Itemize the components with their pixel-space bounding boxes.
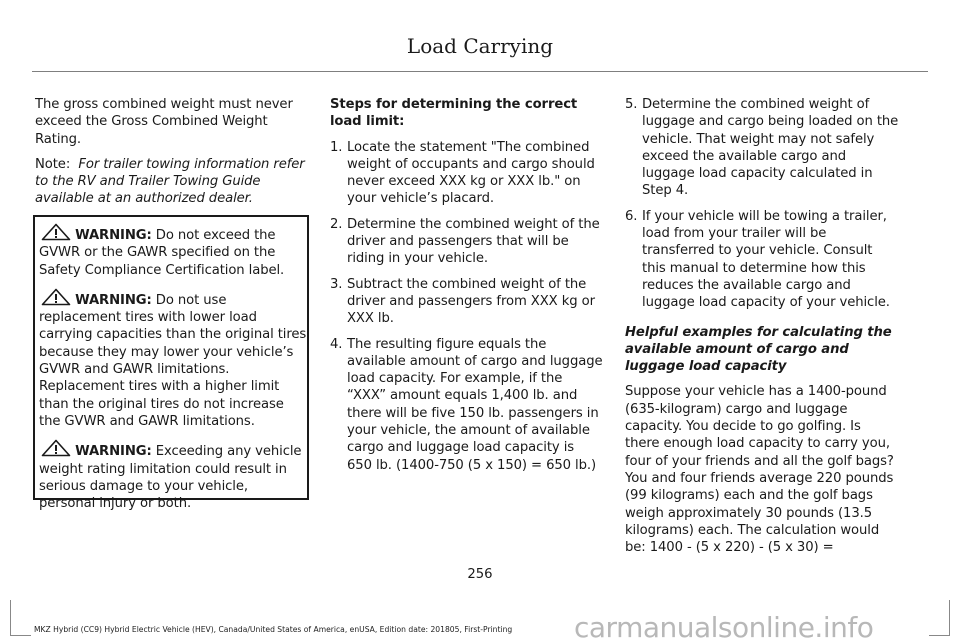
step-text: If your vehicle will be towing a trailer, load from your trailer will be transferred to your vehicle. Consult this manual to determine how this reduces the available cargo and luggage load capacity of your vehicle. [642, 208, 890, 311]
warning-2 [39, 288, 307, 430]
step-text: Locate the statement "The combined weight of occupants and cargo should never exceed XXX kg or XXX lb." on your vehicle’s placard. [347, 139, 595, 207]
warning-triangle-icon [41, 439, 71, 457]
page-title: Load Carrying [406, 34, 554, 58]
steps-heading: Steps for determining the correct load limit: [330, 97, 578, 130]
crop-mark-right [929, 600, 950, 636]
step-number: 4. [330, 336, 343, 352]
edition-info: MKZ Hybrid (CC9) Hybrid Electric Vehicle (HEV), Canada/United States of America, enUSA, Edition date: 201805, First-Printing [34, 625, 513, 634]
note-paragraph [35, 156, 307, 208]
list-item [330, 276, 603, 328]
examples-paragraph: Suppose your vehicle has a 1400-pound (635-kilogram) cargo and luggage capacity. You decide to go golfing. Is there enough load capacity to carry you, four of your friends and all the golf bags? You and four friends average 220 pounds (99 kilograms) each and the golf bags weigh approximately 30 pounds (13.5 kilograms) each. The calculation would be: 1400 - (5 x 220) - (5 x 30) = [625, 384, 894, 556]
step-number: 3. [330, 276, 343, 292]
page-number: 256 [467, 567, 493, 582]
steps-list [330, 139, 603, 474]
step-number: 5. [625, 97, 638, 112]
title-divider [32, 71, 928, 72]
warning-1 [39, 223, 307, 279]
warning-heading: WARNING: [75, 292, 152, 308]
examples-heading: Helpful examples for calculating the available amount of cargo and luggage load capacity [625, 324, 892, 375]
warning-triangle-icon [41, 223, 71, 241]
steps-list-continued [625, 96, 899, 312]
warning-3 [39, 439, 307, 512]
warning-box [33, 215, 309, 512]
warning-text: Do not exceed the GVWR or the GAWR specified on the Safety Compliance Certification label. [39, 228, 285, 278]
warning-text: Do not use replacement tires with lower load carrying capacities than the original tires because they may lower your vehicle’s GVWR and GAWR limitations. Replacement tires with a higher limit than the original tires do not increase the GVWR and GAWR limitations. [39, 292, 307, 429]
paragraph-gross-weight: The gross combined weight must never exceed the Gross Combined Weight Rating. [35, 97, 293, 147]
column-middle [330, 96, 603, 482]
step-text: Determine the combined weight of the driver and passengers that will be riding in your vehicle. [347, 216, 600, 267]
column-left [35, 96, 307, 216]
step-text: Subtract the combined weight of the driver and passengers from XXX kg or XXX lb. [347, 276, 595, 327]
warning-triangle-icon [41, 288, 71, 306]
list-item [330, 336, 603, 474]
step-number: 1. [330, 139, 343, 155]
watermark: carmanualsonline.info [574, 611, 874, 644]
step-text: Determine the combined weight of luggage and cargo being loaded on the vehicle. That weight may not safely exceed the available cargo and luggage load capacity calculated in Step 4. [642, 97, 899, 199]
note-text: For trailer towing information refer to the RV and Trailer Towing Guide available at an authorized dealer. [35, 156, 305, 207]
warning-heading: WARNING: [75, 444, 152, 460]
step-text: The resulting figure equals the available amount of cargo and luggage load capacity. For example, if the “XXX” amount equals 1,400 lb. and there will be five 150 lb. passengers in your vehicle, the amount of available cargo and luggage load capacity is 650 lb. (1400-750 (5 x 150) = 650 lb.) [347, 336, 603, 473]
list-item [330, 139, 603, 208]
warning-text: Exceeding any vehicle weight rating limitation could result in serious damage to your vehicle, personal injury or both. [39, 444, 302, 512]
warning-heading: WARNING: [75, 228, 152, 243]
crop-mark-left [10, 600, 31, 636]
list-item [625, 96, 899, 200]
list-item [330, 216, 603, 268]
note-label: Note: [35, 156, 71, 172]
step-number: 6. [625, 208, 638, 224]
list-item [625, 208, 899, 312]
step-number: 2. [330, 216, 343, 232]
column-right [625, 96, 899, 564]
